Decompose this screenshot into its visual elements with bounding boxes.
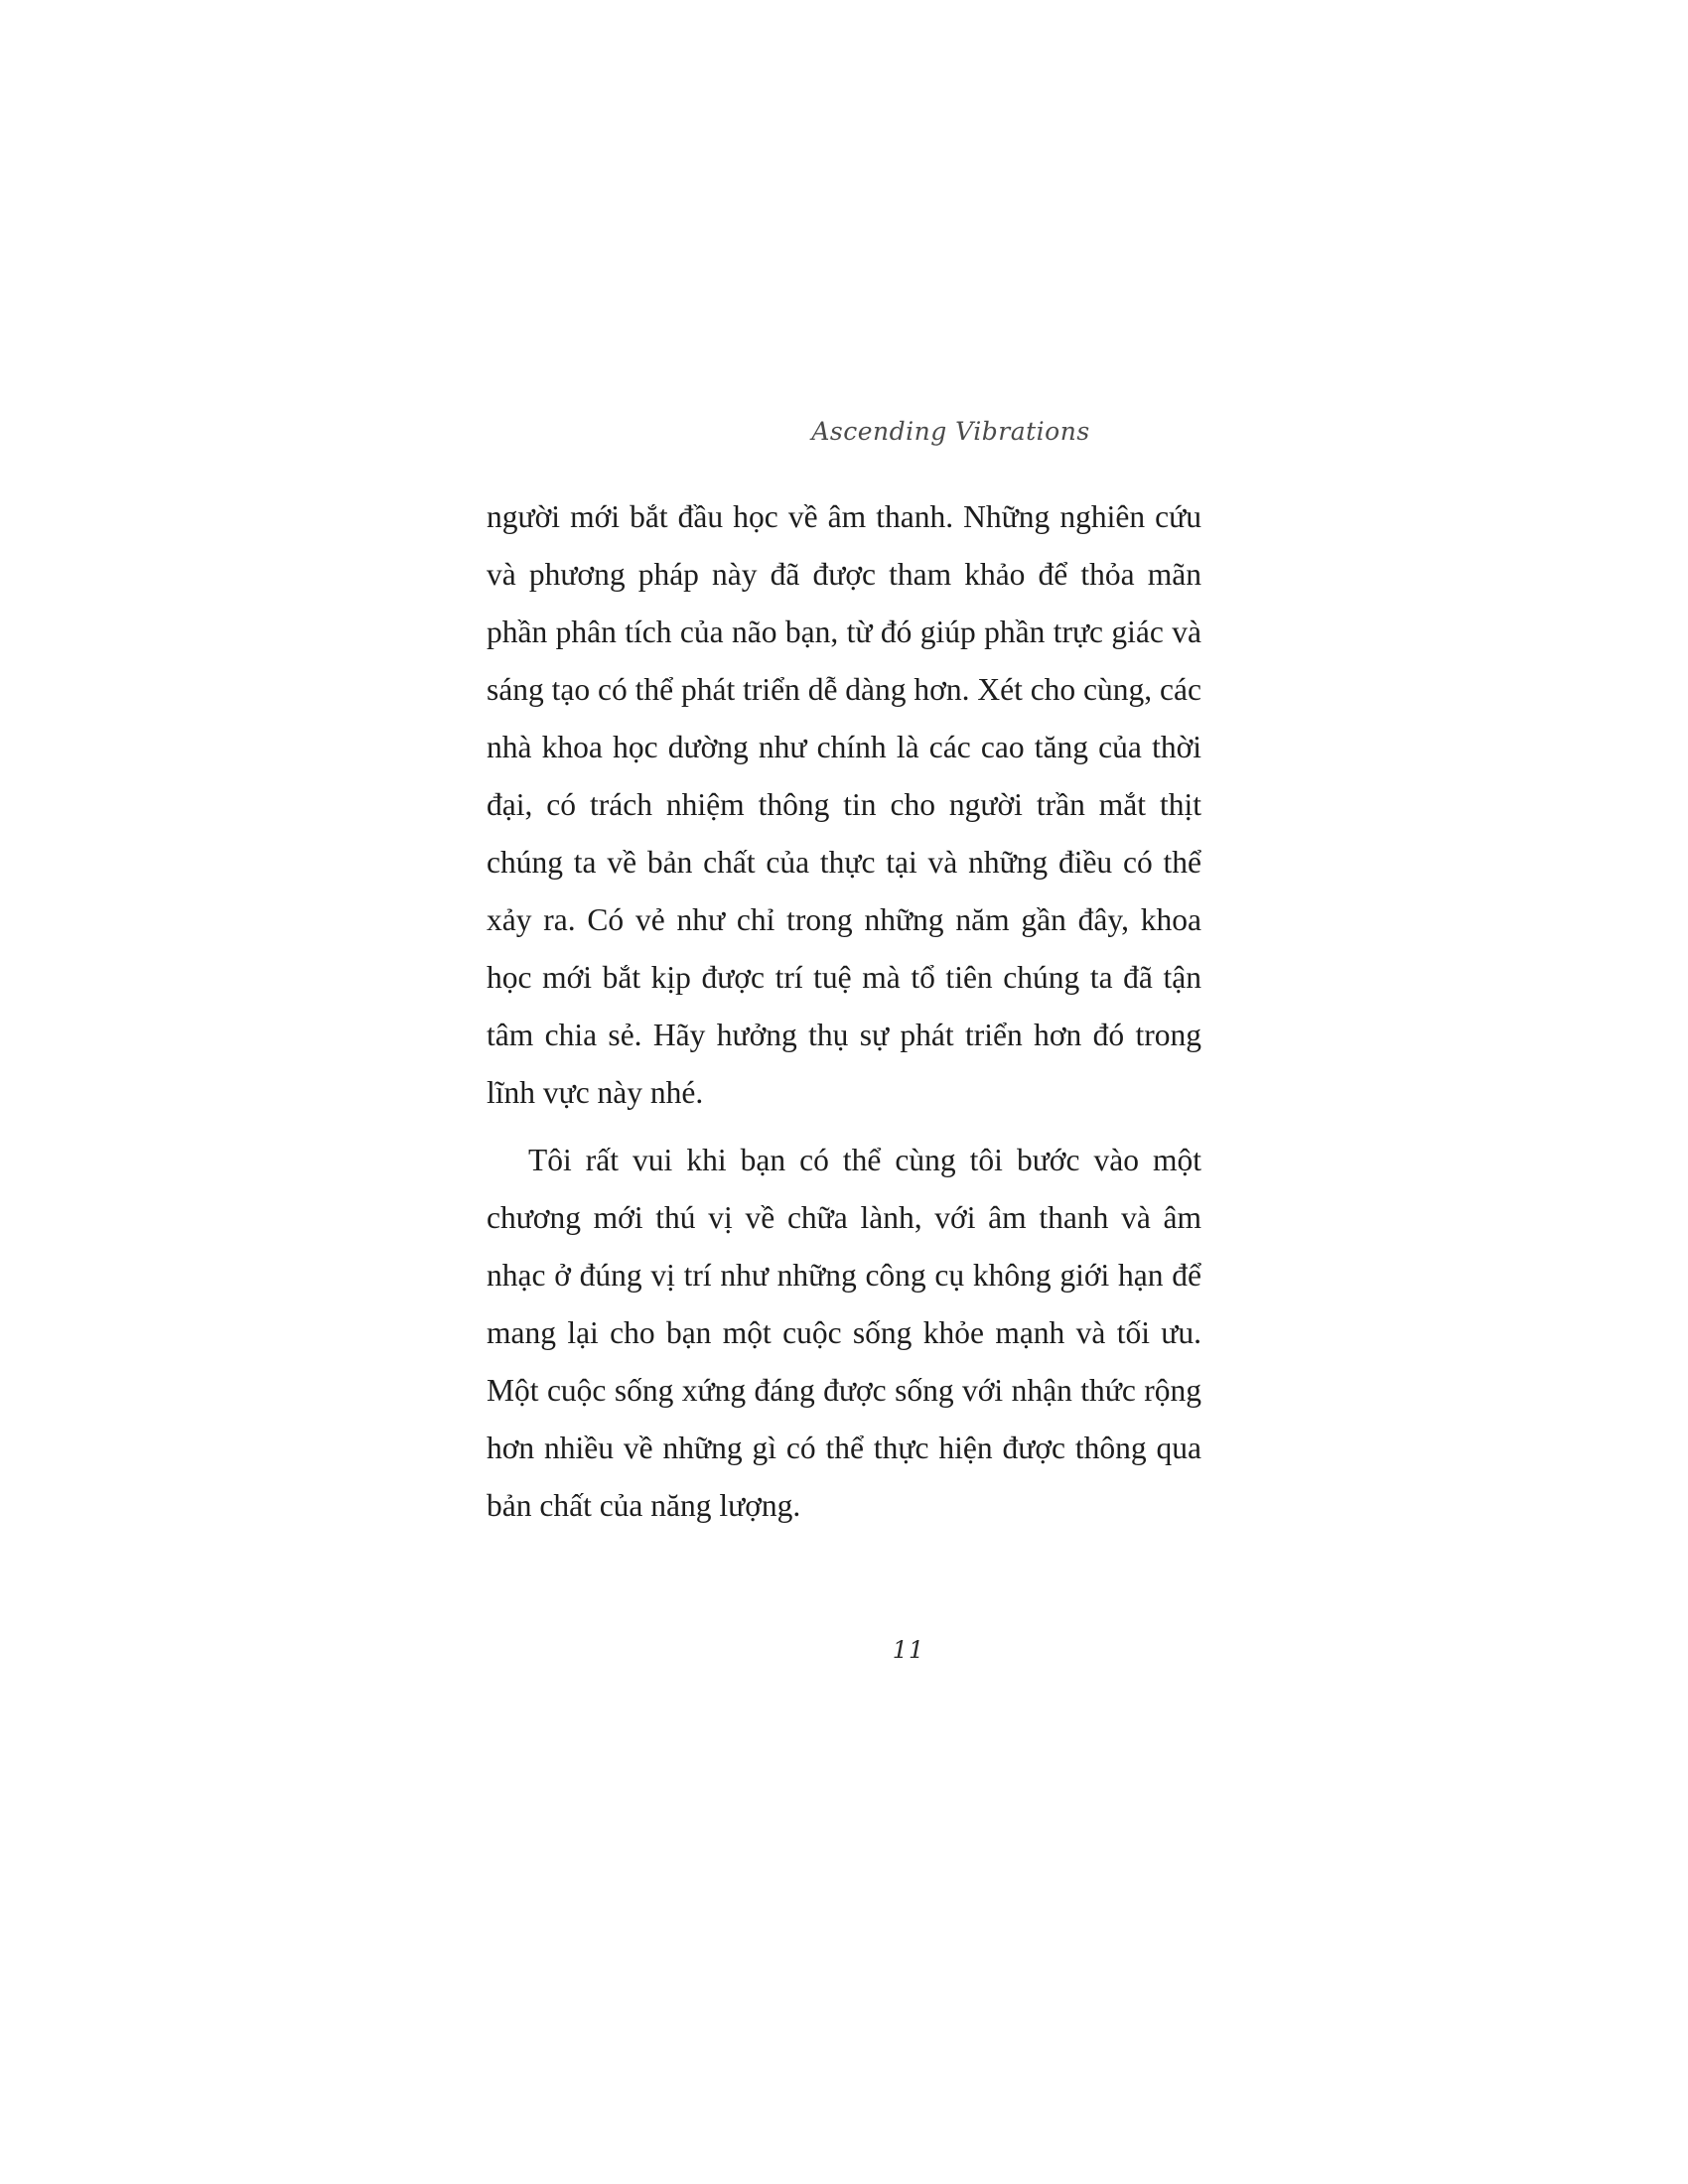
body-text-block	[487, 488, 1201, 1535]
paragraph: Tôi rất vui khi bạn có thể cùng tôi bước vào một chương mới thú vị về chữa lành, với âm thanh và âm nhạc ở đúng vị trí như những công cụ không giới hạn để mang lại cho bạn một cuộc sống khỏe mạnh và tối ưu. Một cuộc sống xứng đáng được sống với nhận thức rộng hơn nhiều về những gì có thể thực hiện được thông qua bản chất của năng lượng.	[487, 1143, 1201, 1523]
running-head: Ascending Vibrations	[811, 417, 1090, 446]
page-number: 11	[892, 1636, 925, 1664]
paragraph: người mới bắt đầu học về âm thanh. Những nghiên cứu và phương pháp này đã được tham khảo để thỏa mãn phần phân tích của não bạn, từ đó giúp phần trực giác và sáng tạo có thể phát triển dễ dàng hơn. Xét cho cùng, các nhà khoa học dường như chính là các cao tăng của thời đại, có trách nhiệm thông tin cho người trần mắt thịt chúng ta về bản chất của thực tại và những điều có thể xảy ra. Có vẻ như chỉ trong những năm gần đây, khoa học mới bắt kịp được trí tuệ mà tổ tiên chúng ta đã tận tâm chia sẻ. Hãy hưởng thụ sự phát triển hơn đó trong lĩnh vực này nhé.	[487, 499, 1201, 1110]
